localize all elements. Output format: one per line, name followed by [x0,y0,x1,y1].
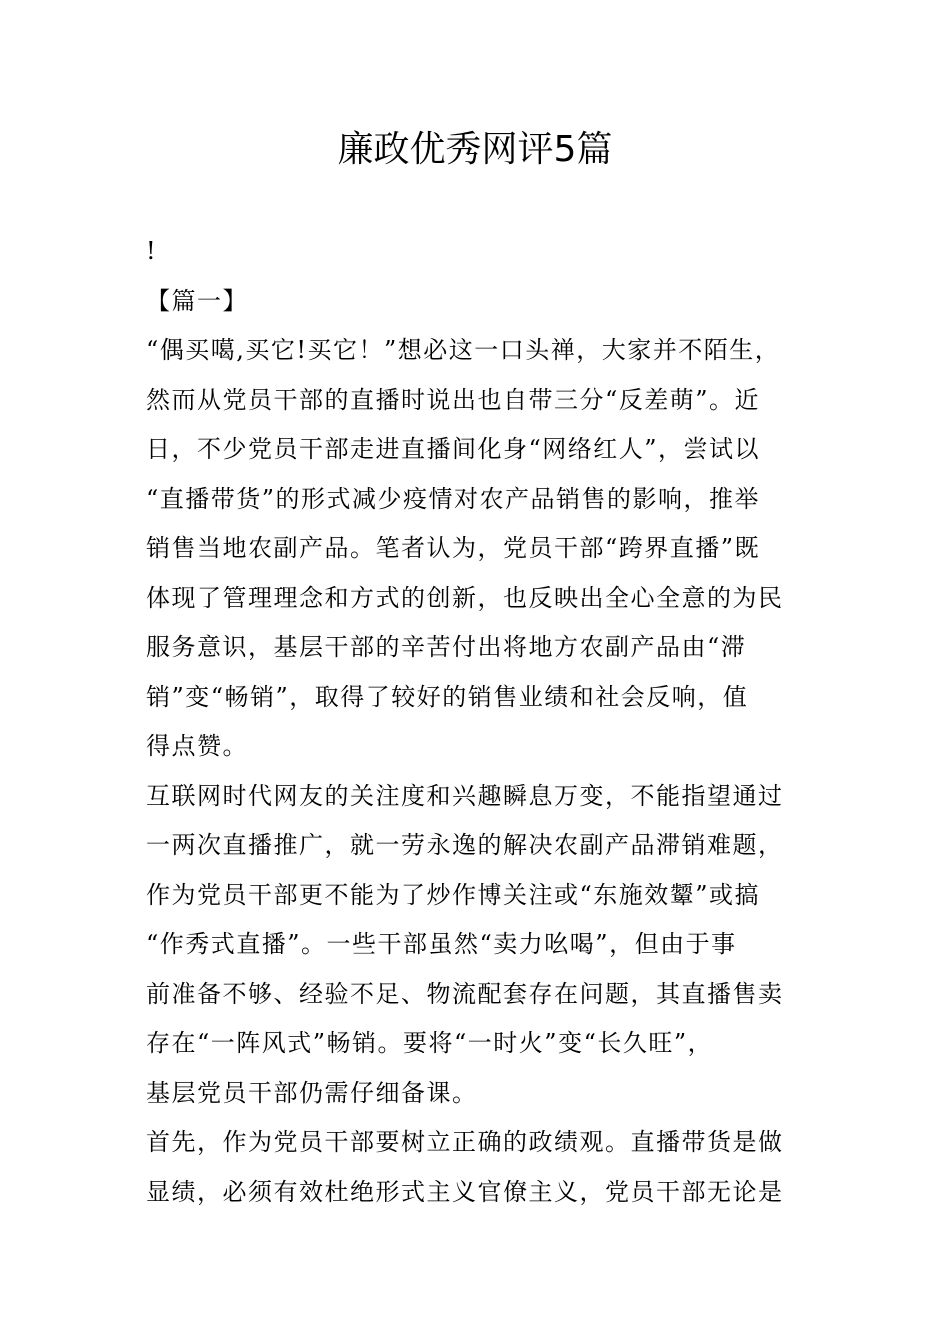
text-line: 一两次直播推广，就一劳永逸的解决农副产品滞销难题， [146,831,784,859]
text-line: 销”变“畅销”，取得了较好的销售业绩和社会反响，值 [146,682,749,711]
document-title: 廉政优秀网评5篇 [337,129,613,170]
text-line: 得点赞。 [146,732,248,760]
text-line: 存在“一阵风式”畅销。要将“一时火”变“长久旺”， [146,1029,714,1057]
text-line: 销售当地农副产品。笔者认为，党员干部“跨界直播”既 [146,534,761,562]
text-line: 体现了管理理念和方式的创新，也反映出全心全意的为民 [146,583,784,612]
text-line: 基层党员干部仍需仔细备课。 [146,1078,478,1107]
text-line: 作为党员干部更不能为了炒作博关注或“东施效颦”或搞 [146,880,761,909]
section-heading: 【篇一】 [146,286,248,315]
text-line: “作秀式直播”。一些干部虽然“卖力吆喝”，但由于事 [146,930,737,958]
text-line: “直播带货”的形式减少疫情对农产品销售的影响，推举 [146,484,761,513]
text-line: 然而从党员干部的直播时说出也自带三分“反差萌”。近 [146,385,761,414]
text-line: 日，不少党员干部走进直播间化身“网络红人”，尝试以 [146,435,761,463]
text-line: 前准备不够、经验不足、物流配套存在问题，其直播售卖 [146,979,784,1008]
text-line: 互联网时代网友的关注度和兴趣瞬息万变，不能指望通过 [146,781,784,810]
text-line: ! [146,237,158,265]
text-line: “偶买噶,买它!买它！”想必这一口头禅，大家并不陌生， [146,336,781,364]
document-body [146,227,811,1217]
text-line: 首先，作为党员干部要树立正确的政绩观。直播带货是做 [146,1128,784,1156]
text-line: 服务意识，基层干部的辛苦付出将地方农副产品由“滞 [146,633,747,661]
text-line: 显绩，必须有效杜绝形式主义官僚主义，党员干部无论是 [146,1177,784,1206]
